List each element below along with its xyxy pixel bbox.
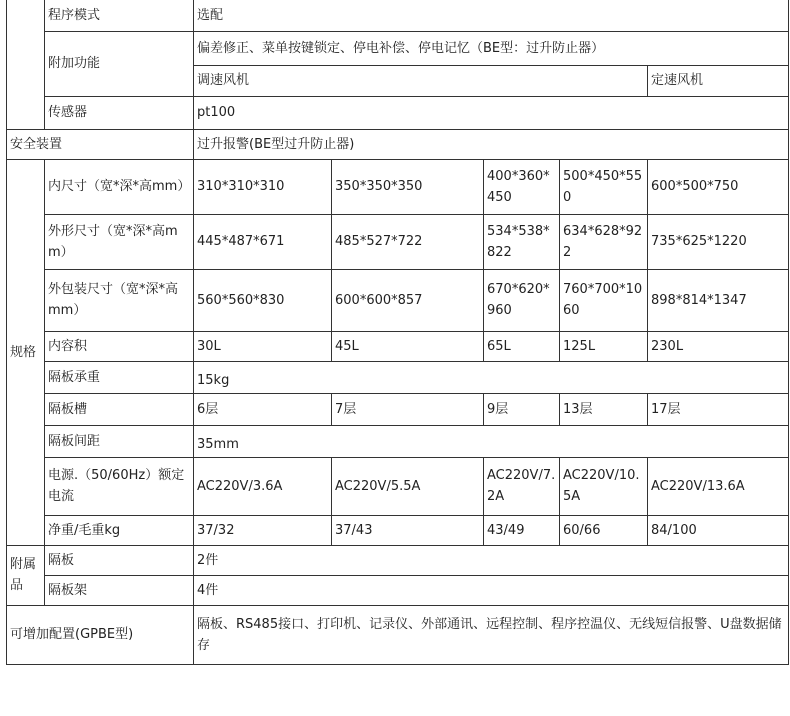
value-cell: 898*814*1347 (648, 269, 789, 331)
value-cell: 65L (484, 331, 560, 361)
value-cell: AC220V/7.2A (484, 457, 560, 515)
row-label: 内容积 (45, 331, 194, 361)
fan-fixed-cell: 定速风机 (648, 65, 789, 96)
row-value: 15kg (194, 361, 789, 393)
row-value: 偏差修正、菜单按键锁定、停电补偿、停电记忆（BE型：过升防止器） (194, 31, 789, 65)
value-cell: AC220V/10.5A (560, 457, 648, 515)
row-label: 隔板间距 (45, 425, 194, 457)
value-cell: 534*538*822 (484, 214, 560, 269)
value-cell: 125L (560, 331, 648, 361)
row-label: 隔板架 (45, 575, 194, 605)
row-shelf-rack (7, 575, 789, 605)
value-cell: 45L (332, 331, 484, 361)
value-cell: 485*527*722 (332, 214, 484, 269)
row-inner-size (7, 159, 789, 214)
row-package-size (7, 269, 789, 331)
row-value: 选配 (194, 0, 789, 31)
value-cell: 600*600*857 (332, 269, 484, 331)
row-shelf-load (7, 361, 789, 393)
row-outer-size (7, 214, 789, 269)
value-cell: 350*350*350 (332, 159, 484, 214)
value-cell: 37/43 (332, 515, 484, 545)
row-shelf (7, 545, 789, 575)
value-cell: 37/32 (194, 515, 332, 545)
blank-cell (7, 0, 45, 129)
value-cell: 634*628*922 (560, 214, 648, 269)
row-sensor (7, 96, 789, 129)
value-cell: 6层 (194, 393, 332, 425)
value-cell: 735*625*1220 (648, 214, 789, 269)
value-cell: 9层 (484, 393, 560, 425)
row-value: 35mm (194, 425, 789, 457)
value-cell: 500*450*550 (560, 159, 648, 214)
row-label: 传感器 (45, 96, 194, 129)
row-safety (7, 129, 789, 159)
row-value: 4件 (194, 575, 789, 605)
row-power (7, 457, 789, 515)
value-cell: 84/100 (648, 515, 789, 545)
value-cell: 445*487*671 (194, 214, 332, 269)
row-shelf-slots (7, 393, 789, 425)
value-cell: AC220V/5.5A (332, 457, 484, 515)
value-cell: 60/66 (560, 515, 648, 545)
row-volume (7, 331, 789, 361)
value-cell: 13层 (560, 393, 648, 425)
value-cell: 560*560*830 (194, 269, 332, 331)
row-label: 隔板 (45, 545, 194, 575)
row-label: 隔板槽 (45, 393, 194, 425)
value-cell: 43/49 (484, 515, 560, 545)
value-cell: 7层 (332, 393, 484, 425)
value-cell: 310*310*310 (194, 159, 332, 214)
value-cell: 670*620*960 (484, 269, 560, 331)
row-value: 隔板、RS485接口、打印机、记录仪、外部通讯、远程控制、程序控温仪、无线短信报警、U盘数据储存 (194, 605, 789, 664)
row-program-mode (7, 0, 789, 31)
value-cell: AC220V/3.6A (194, 457, 332, 515)
group-label-spec: 规格 (7, 159, 45, 545)
row-label: 附加功能 (45, 31, 194, 96)
row-value: 2件 (194, 545, 789, 575)
value-cell: 600*500*750 (648, 159, 789, 214)
fan-variable-cell: 调速风机 (194, 65, 648, 96)
row-label: 可增加配置(GPBE型) (7, 605, 194, 664)
value-cell: AC220V/13.6A (648, 457, 789, 515)
row-label: 内尺寸（宽*深*高mm） (45, 159, 194, 214)
value-cell: 230L (648, 331, 789, 361)
row-label: 电源.（50/60Hz）额定电流 (45, 457, 194, 515)
row-value: pt100 (194, 96, 789, 129)
value-cell: 30L (194, 331, 332, 361)
row-shelf-spacing (7, 425, 789, 457)
row-label: 隔板承重 (45, 361, 194, 393)
row-label: 外包装尺寸（宽*深*高mm） (45, 269, 194, 331)
row-extra-functions (7, 31, 789, 65)
row-label: 安全装置 (7, 129, 194, 159)
row-weight (7, 515, 789, 545)
row-label: 程序模式 (45, 0, 194, 31)
value-cell: 17层 (648, 393, 789, 425)
row-value: 过升报警(BE型过升防止器) (194, 129, 789, 159)
value-cell: 400*360*450 (484, 159, 560, 214)
value-cell: 760*700*1060 (560, 269, 648, 331)
row-label: 净重/毛重kg (45, 515, 194, 545)
row-optional (7, 605, 789, 664)
spec-table (6, 0, 789, 665)
group-label-accessories: 附属品 (7, 545, 45, 605)
row-label: 外形尺寸（宽*深*高mm） (45, 214, 194, 269)
